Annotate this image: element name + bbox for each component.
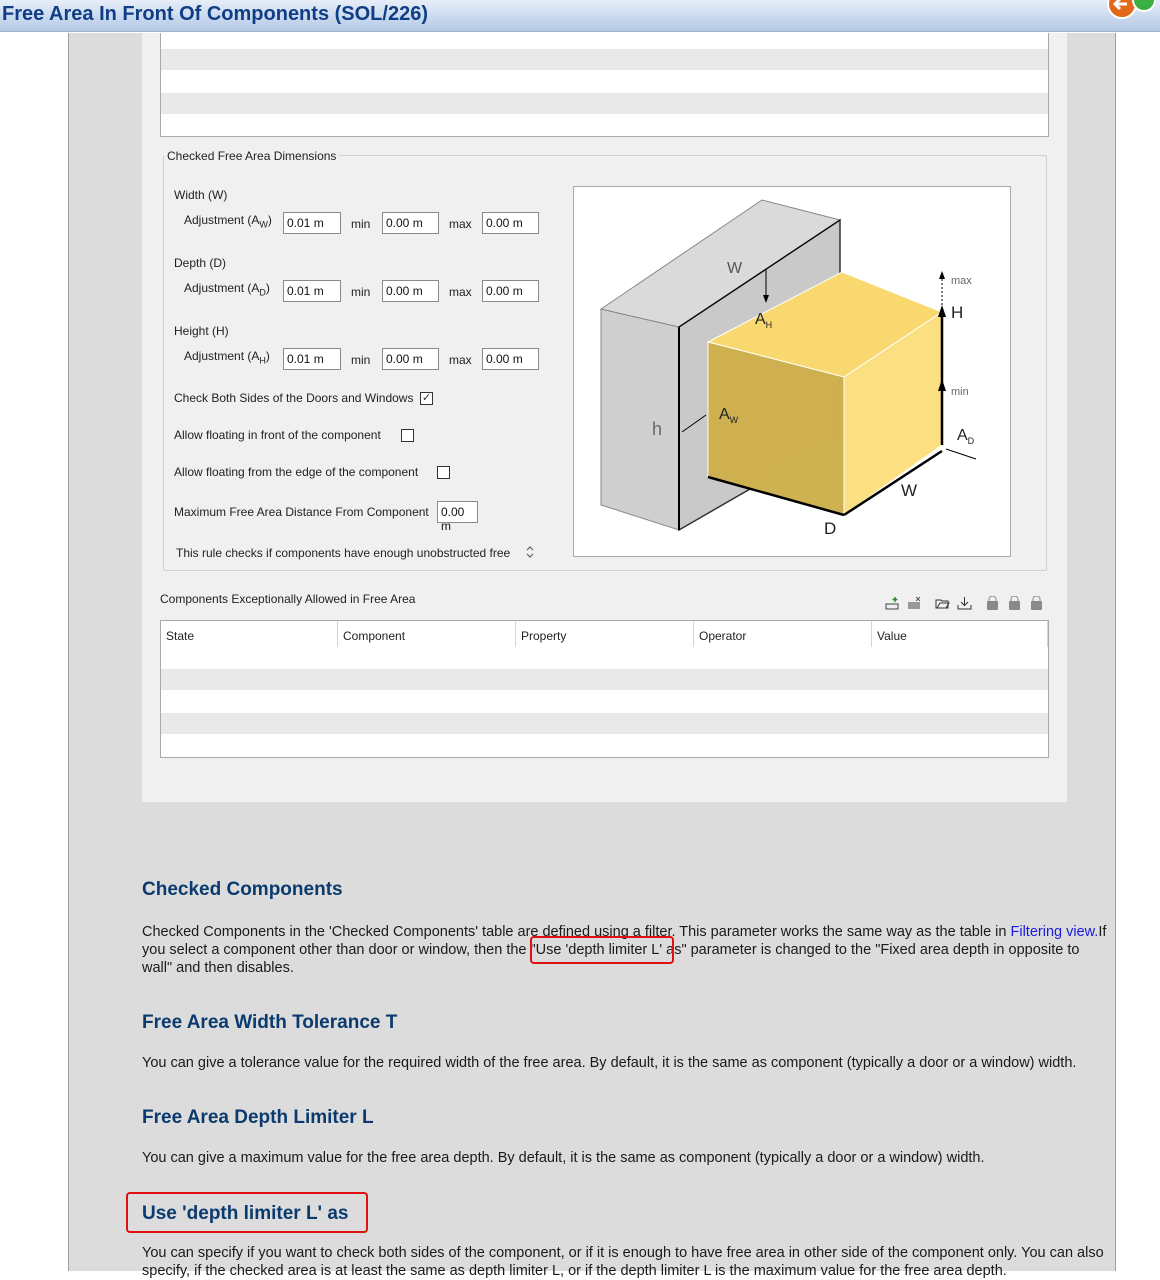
height-min-input[interactable]: 0.00 m (382, 348, 439, 370)
components-table-title: Components Exceptionally Allowed in Free Area (160, 592, 416, 606)
lock-icon-1[interactable] (985, 596, 1000, 610)
components-table[interactable] (160, 620, 1049, 758)
height-min-label: min (351, 353, 371, 367)
checked-components-table[interactable] (160, 33, 1049, 137)
window-titlebar (0, 0, 1160, 32)
highlight-heading (126, 1192, 368, 1233)
dimensions-group-title: Checked Free Area Dimensions (164, 149, 339, 163)
diagram-label-max: max (951, 275, 972, 287)
highlight-inline (530, 936, 674, 964)
scroll-arrows-icon[interactable] (526, 546, 534, 558)
diagram-label-h-large: H (951, 303, 964, 322)
max-distance-input[interactable]: 0.00 m (437, 501, 478, 523)
depth-max-input[interactable]: 0.00 m (482, 280, 539, 302)
forward-icon (1133, 0, 1155, 11)
depth-adjustment-input[interactable]: 0.01 m (283, 280, 341, 302)
max-distance-label: Maximum Free Area Distance From Component (174, 505, 429, 519)
height-adjustment-label: Adjustment $(A_H)$ (184, 349, 270, 366)
width-min-input[interactable]: 0.00 m (382, 212, 439, 234)
width-adjustment-input[interactable]: 0.01 m (283, 212, 341, 234)
depth-max-label: max (449, 285, 472, 299)
diagram-label-w-large: W (901, 481, 918, 500)
height-label: Height (H) (174, 324, 229, 338)
diagram-label-ad: $A_D$ (957, 427, 975, 447)
heading-width-tolerance: Free Area Width Tolerance T (142, 1012, 398, 1033)
allow-floating-front-checkbox[interactable] (401, 429, 414, 442)
height-max-label: max (449, 353, 472, 367)
depth-label: Depth (D) (174, 256, 227, 270)
paragraph-width-tolerance: You can give a tolerance value for the required width of the free area. By default, it is the same as component (typically a door or a window) width. (142, 1055, 1077, 1071)
depth-min-label: min (351, 285, 371, 299)
diagram-label-aw: $A_W$ (719, 406, 739, 426)
free-area-diagram (573, 186, 1011, 557)
diagram-label-ah: $A_H$ (755, 311, 773, 331)
depth-min-input[interactable]: 0.00 m (382, 280, 439, 302)
window-title: Free Area In Front Of Components (SOL/226) (2, 3, 428, 25)
heading-checked-components: Checked Components (142, 879, 343, 900)
heading-depth-limiter: Free Area Depth Limiter L (142, 1107, 374, 1128)
check-both-sides-checkbox[interactable]: ✓ (421, 392, 432, 404)
column-header-component[interactable]: Component (338, 621, 516, 647)
column-header-property[interactable]: Property (516, 621, 694, 647)
lock-icon-3[interactable] (1029, 596, 1044, 610)
allow-floating-edge-checkbox[interactable] (437, 466, 450, 479)
add-row-icon[interactable] (885, 596, 900, 610)
rule-description[interactable] (174, 541, 536, 569)
lock-icon-2[interactable] (1007, 596, 1022, 610)
paragraph-depth-limiter: You can give a maximum value for the free area depth. By default, it is the same as component (typically a door or a window) width. (142, 1150, 985, 1166)
column-header-value[interactable]: Value (872, 621, 1048, 647)
column-header-operator[interactable]: Operator (694, 621, 872, 647)
heading-use-depth-limiter: Use 'depth limiter L' as (142, 1203, 349, 1224)
download-icon[interactable] (957, 596, 972, 610)
height-adjustment-input[interactable]: 0.01 m (283, 348, 341, 370)
allow-floating-front-label: Allow floating in front of the component (174, 428, 381, 442)
height-max-input[interactable]: 0.00 m (482, 348, 539, 370)
width-label: Width (W) (174, 188, 228, 202)
depth-adjustment-label: Adjustment $(A_D)$ (184, 281, 270, 298)
width-min-label: min (351, 217, 371, 231)
rule-description-text: This rule checks if components have enough unobstructed free (176, 546, 511, 560)
open-folder-icon[interactable] (935, 596, 950, 610)
column-header-state[interactable]: State (161, 621, 338, 647)
width-max-label: max (449, 217, 472, 231)
diagram-label-min: min (951, 386, 969, 398)
paragraph-checked-components: Checked Components in the 'Checked Components' table are defined using a filter. This parameter works the same way as the table in Filtering view.If you select a component other than door or window, then the "Use 'depth limiter L' as" parameter is changed to the "Fixed area depth in opposite to wall" and then disables. (142, 924, 1107, 976)
width-adjustment-label: Adjustment $(A_W)$ (184, 213, 272, 230)
check-both-sides-label: Check Both Sides of the Doors and Windows (174, 391, 414, 405)
width-max-input[interactable]: 0.00 m (482, 212, 539, 234)
diagram-label-h-small: h (652, 419, 663, 439)
remove-row-icon[interactable] (907, 596, 922, 610)
filtering-view-link[interactable]: Filtering view. (1010, 924, 1099, 940)
paragraph-use-depth-limiter: You can specify if you want to check both sides of the component, or if it is enough to have free area in other side of the component only. You can also specify, if the checked area is at least the same as depth limiter L, or if the depth limiter L is the maximum value for the free area depth. (142, 1245, 1104, 1279)
allow-floating-edge-label: Allow floating from the edge of the component (174, 465, 419, 479)
diagram-label-d-large: D (824, 519, 837, 538)
screenshot-panel (142, 33, 1067, 802)
nav-buttons[interactable] (1102, 0, 1160, 20)
diagram-label-w-small: W (727, 260, 743, 277)
